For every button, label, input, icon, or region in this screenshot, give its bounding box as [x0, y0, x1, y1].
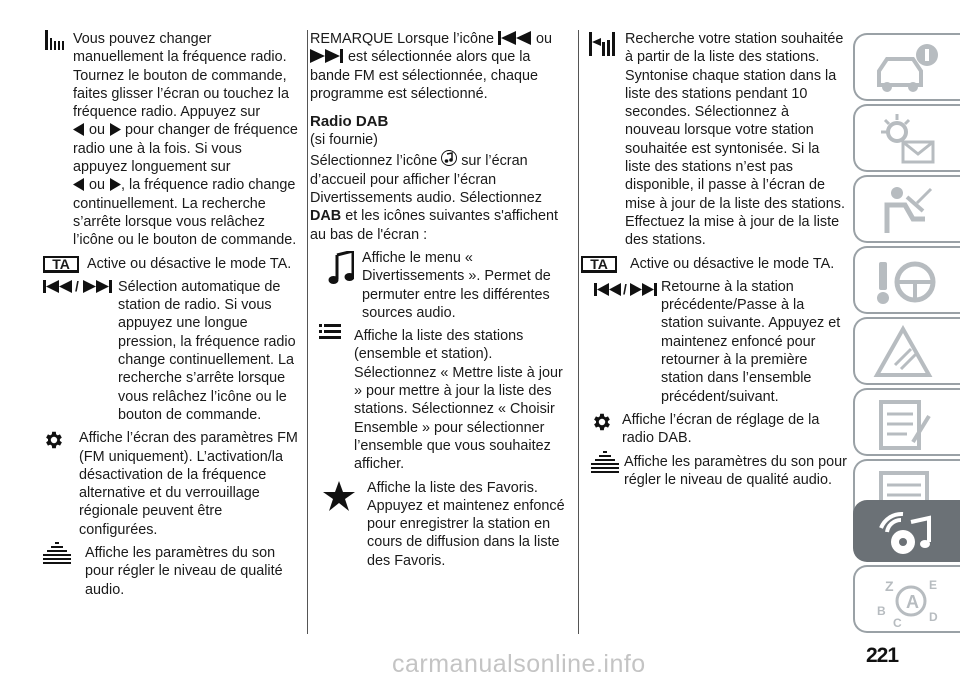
column-3 [581, 30, 847, 494]
seek-prev-icon [498, 31, 532, 45]
remark-text-b: est sélectionnée alors que la bande FM est sélectionnée, chaque programme est sélectionné. [310, 49, 539, 102]
ou-text: ou [535, 31, 552, 47]
ta-icon: TA [581, 256, 617, 273]
scan-icon [589, 32, 617, 56]
steering-wheel-icon [873, 254, 943, 310]
slash-text: / [75, 277, 79, 294]
seek-prev-small-icon [73, 123, 85, 136]
gear-icon [43, 429, 65, 451]
svg-text:E: E [929, 578, 938, 592]
gear-icon [591, 411, 613, 433]
manual-frequency-line4: , la fréquence radio change continuellement. La recherche s’arrête lorsque vous relâchez l’icône ou le bouton de commande. [73, 177, 297, 249]
svg-text:B: B [877, 604, 886, 618]
emergency-tab[interactable] [853, 317, 960, 385]
svg-text:D: D [929, 610, 938, 624]
seek-next-small-icon [109, 178, 121, 191]
seek-description: Retourne à la station précédente/Passe à la station suivante. Appuyez et maintenez enfoncé pour retourner à la première station dans l’ensemble précédent/suivant. [661, 278, 841, 405]
index-tab[interactable] [853, 565, 960, 633]
seek-icons [594, 280, 656, 297]
column-2 [310, 30, 573, 575]
seek-next-icon [83, 280, 113, 293]
remark-paragraph [310, 30, 573, 103]
seek-next-icon [310, 49, 344, 63]
emergency-triangle-icon [873, 325, 943, 381]
remark-text-a: REMARQUE Lorsque l’icône [310, 31, 494, 47]
dab-text: DAB [310, 208, 342, 225]
settings-item [43, 429, 299, 539]
station-list-description: Affiche la liste des stations (ensemble et station). Sélectionnez « Mettre liste à jour » pour mettre à jour la liste des stations. Sélectionnez « Choisir Ensemble » pour sélectionner l’ensemble que vous souhaitez afficher. [354, 328, 563, 473]
seek-prev-icon [594, 283, 622, 296]
select-paragraph [310, 149, 573, 243]
ou-text: ou [89, 177, 106, 194]
page-number: 221 [866, 644, 899, 667]
select-text-c: et les icônes suivantes s'affichent au bas de l'écran : [310, 208, 559, 243]
manual-frequency-body [43, 48, 299, 249]
seek-item [581, 278, 847, 406]
equalizer-description: Affiche les paramètres du son pour régler le niveau de qualité audio. [85, 545, 283, 598]
section-heading-radio-dab: Radio DAB [310, 113, 389, 131]
manual-tune-icon [43, 30, 67, 50]
seek-prev-small-icon [73, 178, 85, 191]
equalizer-icon [43, 542, 71, 566]
watermark-text: carmanualsonline.info [392, 650, 646, 678]
ta-icon: TA [43, 256, 79, 273]
favorites-description: Affiche la liste des Favoris. Appuyez et maintenez enfoncé pour enregistrer la station en cours de diffusion dans la liste des Favoris. [367, 479, 565, 569]
warning-lights-tab[interactable] [853, 104, 960, 172]
car-info-tab[interactable] [853, 33, 960, 101]
station-list-item [310, 327, 573, 473]
music-description: Affiche le menu « Divertissements ». Permet de permuter entre les différentes sources audio. [362, 249, 551, 321]
svg-text:Z: Z [885, 578, 894, 594]
seek-prev-icon [43, 280, 73, 293]
column-divider [578, 30, 579, 634]
ta-description: Active ou désactive le mode TA. [87, 255, 292, 272]
svg-text:C: C [893, 616, 902, 629]
seek-icons [43, 277, 115, 294]
scan-description: Recherche votre station souhaitée à partir de la liste des stations. Syntonise chaque station dans la liste des stations pendant 10 secondes. Sélectionnez à nouveau lorsque votre station souhaitée est syntonisée. Si la liste des stations n’est pas disponible, il passe à l’écran de mise à jour de la liste des stations. Effectuez la mise à jour de la liste des stations. [625, 31, 845, 249]
svg-text:A: A [906, 592, 919, 612]
slash-text: / [623, 280, 627, 297]
select-text-b: sur l’écran d’accueil pour afficher l’écran Divertissements audio. Sélectionnez [310, 153, 542, 207]
manual-frequency-line3: pour changer de fréquence radio une à la fois. Si vous appuyez longuement sur [73, 122, 298, 176]
manual-frequency-item [43, 30, 299, 48]
settings-item [581, 411, 847, 448]
scan-item [581, 30, 847, 250]
car-info-icon [873, 41, 943, 97]
list-icon [319, 324, 341, 340]
ta-item [43, 255, 299, 273]
maintenance-tab[interactable] [853, 388, 960, 456]
settings-description: Affiche l’écran des paramètres FM (FM uniquement). L’activation/la désactivation de la fréquence alternative et du verrouillage régionale peuvent être configurées. [79, 430, 298, 538]
seek-next-icon [630, 283, 658, 296]
airbag-icon [873, 183, 943, 239]
seek-description: Sélection automatique de station de radio. Si vous appuyez une longue pression, la fréquence radio change continuellement. La recherche s’arrête lorsque vous relâchez l’icône ou le bouton de commande. [118, 278, 296, 423]
music-item [310, 249, 573, 322]
manual-frequency-line2: manuellement la fréquence radio. Tournez le bouton de commande, faites glisser l’écran ou touchez la fréquence radio. Appuyez sur [73, 49, 289, 121]
favorites-item [310, 479, 573, 570]
equalizer-description: Affiche les paramètres du son pour régler le niveau de qualité audio. [624, 453, 847, 488]
seek-item [43, 278, 299, 424]
ou-text: ou [89, 122, 106, 139]
ta-description: Active ou désactive le mode TA. [630, 255, 835, 272]
multimedia-icon [873, 508, 943, 564]
music-note-icon [328, 251, 354, 285]
manual-frequency-line1: Vous pouvez changer [73, 31, 212, 47]
starting-driving-tab[interactable] [853, 246, 960, 314]
multimedia-tab[interactable] [853, 500, 960, 562]
select-text-a: Sélectionnez l’icône [310, 153, 438, 170]
column-1 [43, 30, 299, 604]
seek-next-small-icon [109, 123, 121, 136]
alphabet-index-icon [873, 573, 943, 629]
equalizer-icon [591, 451, 619, 475]
column-divider [307, 30, 308, 634]
maintenance-icon [873, 396, 943, 452]
star-icon [323, 481, 355, 511]
equalizer-item [43, 544, 299, 599]
music-note-small-icon [441, 149, 457, 167]
settings-description: Affiche l’écran de réglage de la radio DAB. [622, 411, 820, 447]
safety-tab[interactable] [853, 175, 960, 243]
warning-light-icon [873, 112, 943, 168]
equalizer-item [581, 453, 847, 490]
ta-item [581, 255, 847, 273]
section-subheading: (si fournie) [310, 132, 378, 149]
